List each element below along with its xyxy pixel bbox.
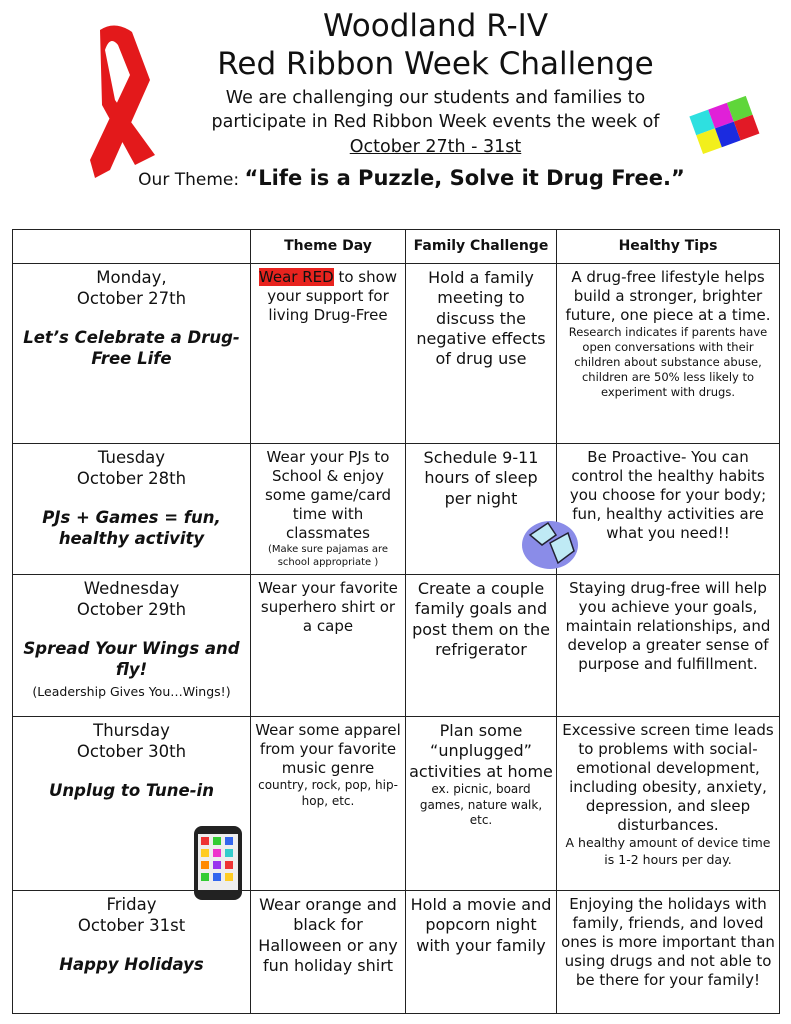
family-cell: Schedule 9-11 hours of sleep per night — [406, 444, 557, 575]
date: October 28th — [76, 468, 187, 488]
dates: October 27th - 31st — [349, 137, 522, 157]
table-row — [13, 575, 780, 717]
table-row — [13, 444, 780, 575]
day-cell — [13, 444, 251, 575]
day: Tuesday — [97, 448, 166, 467]
tip-cell — [557, 717, 780, 891]
table-row — [13, 717, 780, 891]
family-cell: Create a couple family goals and post them on the refrigerator — [406, 575, 557, 717]
tip-cell: Enjoying the holidays with family, friends, and loved ones is more important than using drugs and not able to be there for your family! — [557, 891, 780, 1014]
date: October 29th — [76, 599, 187, 619]
date: October 31st — [77, 915, 186, 935]
day: Friday — [106, 895, 157, 914]
table-header — [13, 230, 780, 264]
col-family: Family Challenge — [406, 230, 557, 264]
day: Monday, — [96, 268, 167, 287]
day-theme: Unplug to Tune-in — [49, 780, 214, 800]
day: Thursday — [93, 721, 170, 740]
day-theme-sub: (Leadership Gives You…Wings!) — [32, 683, 231, 699]
theme-line — [16, 166, 791, 190]
tip-note: Research indicates if parents have open conversations with their children about substance abuse, children are 50% less likely to experiment with drugs. — [568, 325, 768, 399]
family-cell: Hold a family meeting to discuss the negative effects of drug use — [406, 264, 557, 444]
note: ex. picnic, board games, nature walk, etc. — [419, 781, 543, 828]
date: October 30th — [76, 741, 187, 761]
schedule-table — [12, 229, 780, 1014]
col-tips: Healthy Tips — [557, 230, 780, 264]
day-theme: Happy Holidays — [59, 954, 204, 974]
theme-day-cell — [251, 717, 406, 891]
day-cell — [13, 264, 251, 444]
col-day — [13, 230, 251, 264]
tip-cell — [557, 264, 780, 444]
intro-line-1: We are challenging our students and families to — [225, 88, 646, 108]
theme-day-cell — [251, 264, 406, 444]
title-challenge: Red Ribbon Week Challenge — [217, 46, 654, 82]
theme-day-cell — [251, 444, 406, 575]
day-theme: Spread Your Wings and fly! — [23, 638, 240, 679]
day-theme: Let’s Celebrate a Drug-Free Life — [23, 327, 240, 368]
text: Wear some apparel from your favorite music genre — [255, 721, 401, 778]
date: October 27th — [76, 288, 187, 308]
day: Wednesday — [83, 579, 180, 598]
table-row — [13, 891, 780, 1014]
intro-line-2: participate in Red Ribbon Week events the week of — [211, 112, 660, 132]
family-cell: Hold a movie and popcorn night with your family — [406, 891, 557, 1014]
phone-icon — [192, 824, 244, 902]
tip: A drug-free lifestyle helps build a stronger, brighter future, one piece at a time. — [565, 268, 771, 325]
tip-cell: Be Proactive- You can control the healthy habits you choose for your body; fun, healthy activities are what you need!! — [557, 444, 780, 575]
day-cell — [13, 575, 251, 717]
table-row — [13, 264, 780, 444]
text: Wear your PJs to School & enjoy some game/card time with classmates — [264, 448, 392, 543]
tip-cell: Staying drug-free will help you achieve your goals, maintain relationships, and develop a greater sense of purpose and fulfillment. — [557, 575, 780, 717]
day-theme: PJs + Games = fun, healthy activity — [42, 507, 221, 548]
theme-label: Our Theme: — [138, 170, 245, 190]
day-cell — [13, 891, 251, 1014]
theme-day-cell: Wear your favorite superhero shirt or a cape — [251, 575, 406, 717]
text: to show your support for living Drug-Free — [267, 268, 398, 325]
theme-text: “Life is a Puzzle, Solve it Drug Free.” — [244, 166, 685, 190]
text: Plan some “unplugged” activities at home — [409, 721, 553, 781]
note: country, rock, pop, hip-hop, etc. — [258, 778, 398, 808]
tip-note: A healthy amount of device time is 1-2 hours per day. — [565, 835, 771, 867]
note: (Make sure pajamas are school appropriate ) — [267, 544, 388, 569]
pajamas-icon — [520, 515, 580, 573]
theme-day-cell: Wear orange and black for Halloween or any fun holiday shirt — [251, 891, 406, 1014]
title-school: Woodland R-IV — [322, 8, 549, 44]
col-theme-day: Theme Day — [251, 230, 406, 264]
tip: Excessive screen time leads to problems with social-emotional development, including obesity, anxiety, depression, and sleep disturbances. — [562, 721, 774, 835]
family-cell — [406, 717, 557, 891]
highlight: Wear RED — [258, 268, 334, 286]
